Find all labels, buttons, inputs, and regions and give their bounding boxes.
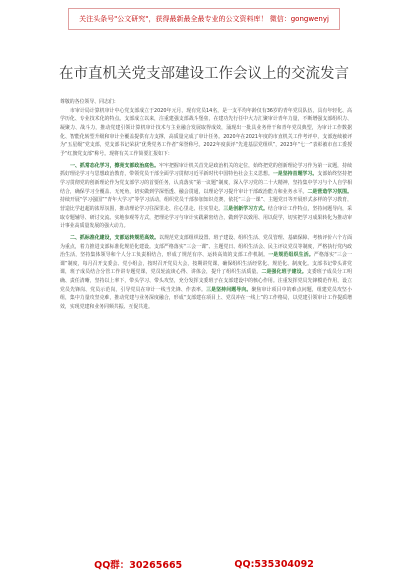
section-2-heading: 二、抓标准化建设，支部运转规范高效。 (70, 234, 160, 241)
section-1-body: 牢牢把握审计机关首先是政治机关的定位，始终把党的创新理论学习作为第一议题，持续抓好理论学习与思想政治教育，带领党员干部全面学习贯彻习近平新时代中国特色社会主义思想。 (60, 162, 352, 178)
section-1-paragraph (60, 162, 352, 231)
footer-banner (68, 555, 340, 573)
section-2-point-3-heading: 三是坚持问题导向。 (206, 286, 252, 293)
section-1-point-2-body: 持续开展“学习强国”“青年大学习”等学习活动，组织党员干部参加知识竞赛，依托“三会一课”、主题党日等开展形式多样的学习教育，营造比学赶超的浓厚氛围，推动理论学习往深里走、往心里走、往实里走。 (60, 197, 352, 212)
section-2-paragraph (60, 234, 352, 312)
top-banner (68, 8, 340, 30)
section-1-point-1-heading: 一是坚持首题学习。 (272, 171, 318, 178)
section-1-point-3-body: 结合审计工作特点，坚持问题导向，采取专题辅导、研讨交流、实地参观等方式，把理论学习与审计实践紧密结合，做到学以致用、用以促学，切实把学习成果转化为推动审计事业高质量发展的强大动力。 (60, 205, 352, 230)
section-1-point-1-body: 支部始终坚持把学习贯彻党的创新理论作为党支部学习的首要任务，认真落实“第一议题”制度，深入学习党的二十大精神，坚持集中学习与个人自学相结合，确保学习全覆盖、无死角，切实做到学深悟透、融会贯通，以理论学习提升审计干部政治能力和业务水平。 (60, 171, 352, 195)
section-1-point-3-heading: 三是创新学习方式。 (223, 205, 268, 212)
section-2-point-1-heading: 一是规范组织生活。 (268, 252, 314, 259)
section-2-point-2-body: 支委班子成员分工明确、责任清晰，坚持以上率下，带头学习、带头攻坚，充分发挥支委班子在支部建设中的核心作用。注重发挥党员先锋模范作用，设立党员先锋岗、党员示范岗，引导党员在审计一线当先锋、作表率。 (60, 269, 352, 293)
greeting: 尊敬的各位领导、同志们： (60, 99, 119, 105)
section-2-point-2-heading: 二是强化班子建设。 (261, 269, 307, 276)
document-title: 在市直机关党支部建设工作会议上的交流发言 (59, 66, 349, 82)
section-1-heading: 一、抓常态化学习，擦亮支部政治底色。 (70, 162, 160, 169)
section-2-point-3-body: 聚焦审计项目中的难点问题，组建党员攻坚小组，集中力量攻坚克难，推动党建与业务深度融合，形成“支部建在项目上、党员冲在一线上”的工作格局，以党建引领审计工作提质增效，实现党建和业务同频共振、互促共进。 (60, 286, 352, 311)
document-body (60, 98, 352, 312)
footer-qq-group: QQ群：30265665 (94, 560, 183, 571)
intro-paragraph: 市审计局计算机审计中心党支部成立于2020年元月，现有党员14名，是一支平均年龄仅有36岁的青年党员队伍，具有年轻化、高学历化、专业技术化的特点。支部成立以来，注重建强支部战斗堡垒，在建功先行任中大力汇聚审计青年力量，不断增强支部组织力、凝聚力、战斗力，推动党建引领计算机审计技术与主业融合发展取得成效，涌现出一批具业务骨干和青年党员典型，为审计工作数据化、智能化转型升级和审计全覆盖提供有力支撑，高质量完成了审计任务。2020年在2021年度的市直机关工作考评中，支部连续被评为“五星级”党支部，党支部书记荣获“优秀党务工作者”荣誉称号。2022年度获评“先进基层党组织”，2023年“七一”表彰被市直工委授予“红旗党支部”称号。现将有关工作简要汇报如下： (60, 107, 352, 157)
footer-qq-contact: QQ:535304092 (234, 558, 314, 570)
section-2-body: 以规范党支部组织设置、班子建设、组织生活、党员管理、基础保障、考核评价六个方面为重点，着力推进支部标准化规范化建设。支部严格落实“三会一课”、主题党日、组织生活会、民主评议党员等制度，严格执行党内政治生活，坚持集体领导和个人分工负责相结合，形成了规范有序、运转高效的支部工作机制。 (60, 234, 352, 259)
section-1-point-2-heading: 二是营造学习氛围。 (307, 188, 352, 195)
banner-text: 关注头条号"公文研究"，获得最新最全最专业的公文资料库！ 微信：gongwenyj (79, 15, 329, 23)
section-2-point-1-body: 严格落实“三会一课”制度，每月召开支委会、党小组会，按时召开党员大会，按期讲党课，确保组织生活经常化、规范化、制度化。支部书记带头讲党课，班子成员结合分管工作讲专题党课，党员轮流谈心得、讲体会，提升了组织生活质量。 (60, 252, 352, 276)
